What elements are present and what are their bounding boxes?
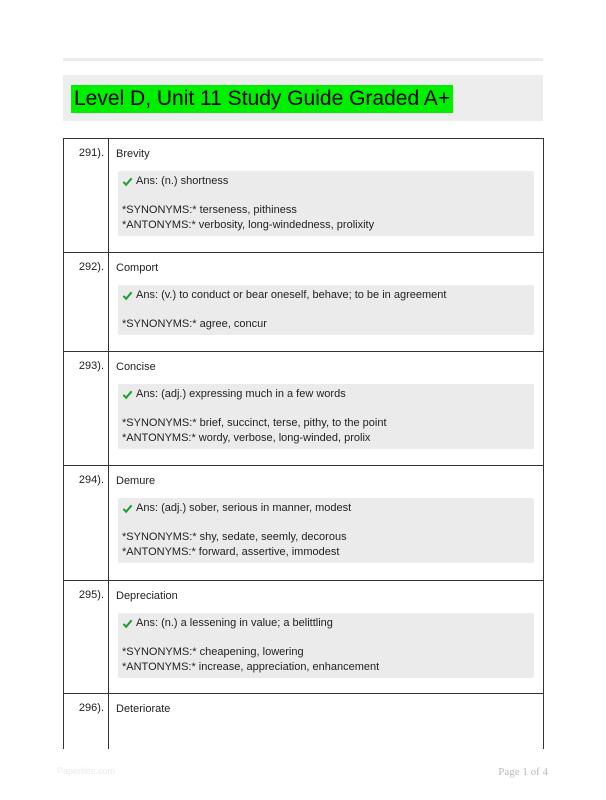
- antonyms-text: *ANTONYMS:* forward, assertive, immodest: [122, 546, 340, 558]
- question-number-cell: [64, 581, 109, 693]
- question-number: 292).: [78, 261, 104, 273]
- answer-text: Ans: (n.) shortness: [136, 175, 229, 187]
- answer-box: [118, 384, 534, 449]
- title-banner: [63, 75, 543, 121]
- footer-watermark: Paperbite.com: [57, 766, 116, 776]
- synonyms-text: *SYNONYMS:* terseness, pithiness: [122, 204, 297, 216]
- answer-box: [118, 498, 534, 563]
- question-number: 294).: [78, 474, 104, 486]
- answer-text: Ans: (v.) to conduct or bear oneself, behave; to be in agreement: [136, 289, 447, 301]
- question-term: Demure: [116, 475, 156, 487]
- synonyms-text: *SYNONYMS:* shy, sedate, seemly, decorous: [122, 531, 347, 543]
- table-row: [64, 581, 543, 694]
- page-indicator: Page 1 of 4: [498, 766, 548, 778]
- question-term: Comport: [116, 262, 159, 274]
- answer-text: Ans: (adj.) expressing much in a few words: [136, 388, 346, 400]
- table-row: [64, 466, 543, 581]
- question-number-cell: [64, 694, 109, 749]
- check-icon: [122, 503, 133, 514]
- question-table: [63, 138, 544, 749]
- question-number-cell: [64, 352, 109, 465]
- question-term: Brevity: [116, 148, 150, 160]
- question-number: 295).: [78, 589, 104, 601]
- antonyms-text: *ANTONYMS:* verbosity, long-windedness, prolixity: [122, 219, 375, 231]
- question-term: Concise: [116, 361, 156, 373]
- question-number: 291).: [78, 147, 104, 159]
- antonyms-text: *ANTONYMS:* increase, appreciation, enhancement: [122, 661, 380, 673]
- synonyms-text: *SYNONYMS:* brief, succinct, terse, pithy, to the point: [122, 417, 387, 429]
- synonyms-text: *SYNONYMS:* agree, concur: [122, 318, 267, 330]
- table-row: [64, 139, 543, 253]
- answer-text: Ans: (adj.) sober, serious in manner, modest: [136, 502, 352, 514]
- answer-box: [118, 171, 534, 236]
- answer-box: [118, 285, 534, 335]
- answer-box: [118, 613, 534, 678]
- answer-text: Ans: (n.) a lessening in value; a belittling: [136, 617, 333, 629]
- question-number-cell: [64, 253, 109, 351]
- table-row: [64, 352, 543, 466]
- document-title: Level D, Unit 11 Study Guide Graded A+: [71, 85, 453, 113]
- antonyms-text: *ANTONYMS:* wordy, verbose, long-winded, prolix: [122, 432, 371, 444]
- check-icon: [122, 389, 133, 400]
- question-number: 293).: [78, 360, 104, 372]
- question-term: Depreciation: [116, 590, 178, 602]
- question-number-cell: [64, 139, 109, 252]
- check-icon: [122, 290, 133, 301]
- table-row: [64, 253, 543, 352]
- top-divider: [63, 58, 543, 61]
- check-icon: [122, 618, 133, 629]
- question-number: 296).: [78, 702, 104, 714]
- question-number-cell: [64, 466, 109, 580]
- synonyms-text: *SYNONYMS:* cheapening, lowering: [122, 646, 304, 658]
- question-term: Deteriorate: [116, 703, 171, 715]
- check-icon: [122, 176, 133, 187]
- table-row: [64, 694, 543, 749]
